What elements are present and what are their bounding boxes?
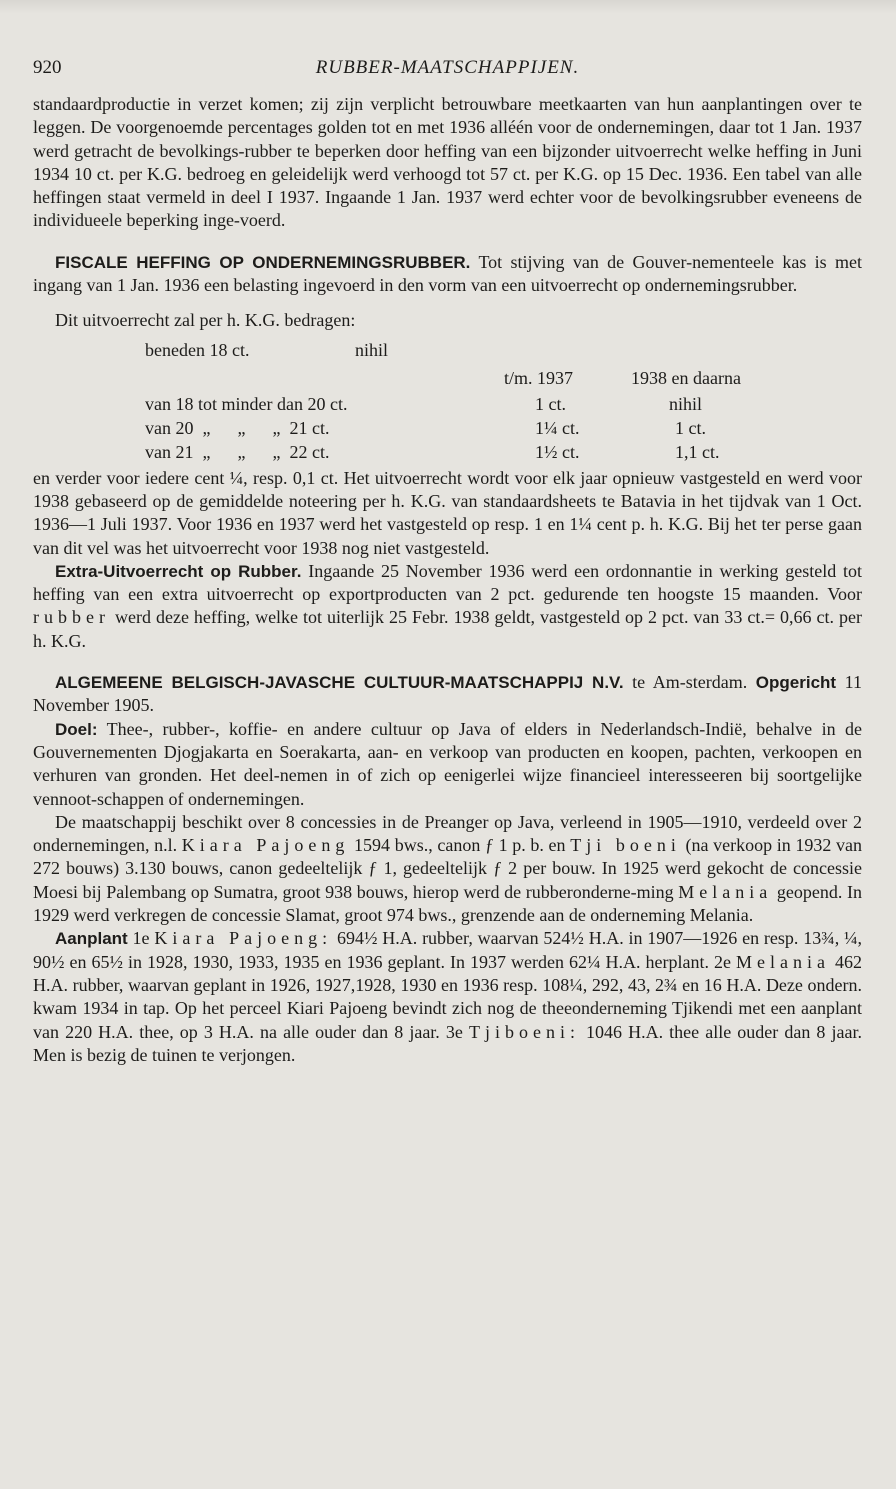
company-location: te Am-sterdam. (632, 672, 748, 693)
concessie-kiara-pajoeng: Kiara Pajoeng (181, 835, 350, 856)
concessies-text-1: De maatschappij beschikt over 8 concessies in de Preanger op Java, verleend in 1905—1910, verdeeld over 2 ondernemingen, n.l. (33, 811, 862, 856)
fiscale-text: Tot stijving van de Gouver-nementeele kas is met ingang van 1 Jan. 1936 een belasting ingevoerd in den vorm van een uitvoerrecht op ondernemingsrubber. (33, 251, 862, 296)
company-paragraph (33, 671, 862, 718)
company-name: ALGEMEENE BELGISCH-JAVASCHE CULTUUR-MAATSCHAPPIJ N.V. (55, 673, 624, 693)
table-row2-1938: 1 ct. (675, 417, 706, 438)
doel-label: Doel: (55, 719, 98, 739)
intro-paragraph: standaardproductie in verzet komen; zij zijn verplicht betrouwbare meetkaarten van hun aanplantingen over te leggen. De voorgenoemde percentages golden tot en met 1936 alléén voor de ondernemingen, daar tot 1 Jan. 1937 werd getracht de bevolkings-rubber te beperken door heffing van een bijzonder uitvoerrecht welke heffing in Juni 1934 10 ct. per K.G. bedroeg en geleidelijk werd verhoogd tot 57 ct. per K.G. op 15 Dec. 1936. Een tabel van alle heffingen staat vermeld in deel I 1937. Ingaande 1 Jan. 1937 werd echter voor de bevolkingsrubber eveneens de individueele beperking inge-voerd. (33, 94, 862, 231)
concessies-text-2: 1594 bws., canon ƒ 1 p. b. en (354, 835, 566, 856)
table-row0-range: beneden 18 ct. (145, 339, 250, 360)
table-row1-1937: 1 ct. (535, 393, 566, 414)
extra-paragraph (33, 560, 862, 653)
extra-heading: Extra-Uitvoerrecht op Rubber. (55, 561, 302, 581)
table-header-1938: 1938 en daarna (631, 367, 741, 388)
aanplant-text-2: 694½ H.A. rubber, waarvan 524½ H.A. in 1907—1926 en resp. 13¾, ¼, 90½ en 65½ in 1928, 1930, 1933, 1935 en 1936 geplant. In 1937 werden 62¼ H.A. herplant. 2e (33, 928, 863, 972)
running-title: RUBBER-MAATSCHAPPIJEN. (315, 57, 580, 78)
concessies-text-4: geopend. In 1929 werd verkregen de concessie Slamat, groot 974 bws., grenzende aan de onderneming Melania. (33, 881, 862, 926)
table-row2-range: van 20 „ „ „ 21 ct. (145, 417, 330, 438)
concessie-melania: Melania (678, 881, 773, 902)
aanplant-tjiboeni: Tjiboeni: (468, 1021, 580, 1042)
table-row3-range: van 21 „ „ „ 22 ct. (145, 441, 330, 462)
table-row2-1937: 1¼ ct. (535, 417, 580, 438)
table-row1-range: van 18 tot minder dan 20 ct. (145, 393, 348, 414)
extra-text-2: werd deze heffing, welke tot uiterlijk 25 Febr. 1938 geldt, vastgesteld op 2 pct. van 33 ct.= 0,66 ct. per h. K.G. (33, 607, 863, 651)
after-table-paragraph: en verder voor iedere cent ¼, resp. 0,1 ct. Het uitvoerrecht wordt voor elk jaar opnieuw vastgesteld en werd voor 1938 gebaseerd op de gemiddelde noteering per h. K.G. van standaardsheets te Batavia in het tijdvak van 1 Oct. 1936—1 Juli 1937. Voor 1936 en 1937 werd het vastgesteld op resp. 1 en 1¼ cent p. h. K.G. Bij het ter perse gaan van dit vel was het uitvoerrecht voor 1938 nog niet vastgesteld. (33, 467, 862, 558)
extra-spaced-word: rubber (33, 607, 110, 628)
aanplant-kiara-pajoeng: Kiara Pajoeng: (154, 928, 333, 949)
aanplant-melania: Melania (736, 951, 830, 972)
founded-label: Opgericht (755, 673, 837, 693)
aanplant-text-4: 1046 H.A. thee alle ouder dan 8 jaar. Men is bezig de tuinen te verjongen. (33, 1021, 862, 1065)
table-row0-value: nihil (355, 339, 389, 360)
table-row3-1937: 1½ ct. (535, 441, 580, 462)
aanplant-text-1: 1e (132, 928, 150, 949)
fiscale-paragraph (33, 251, 862, 298)
page-number: 920 (33, 57, 62, 78)
table-row3-1938: 1,1 ct. (675, 441, 720, 462)
table-intro: Dit uitvoerrecht zal per h. K.G. bedragen: (55, 310, 356, 331)
founded-text: 11 November 1905. (33, 672, 862, 716)
table-row1-1938: nihil (669, 393, 703, 414)
table-header-1937: t/m. 1937 (504, 367, 574, 388)
fiscale-heading: FISCALE HEFFING OP ONDERNEMINGSRUBBER. (55, 252, 471, 272)
aanplant-text-3: 462 H.A. rubber, waarvan geplant in 1926, 1927,1928, 1930 en 1936 resp. 108¼, 292, 43, 2¾ en 16 H.A. Deze ondern. kwam 1934 in tap. Op het perceel Kiari Pajoeng bevindt zich nog de theeonderneming Tjikendi met een aanplant van 220 H.A. thee, op 3 H.A. na alle ouder dan 8 jaar. 3e (33, 951, 863, 1042)
extra-text-1: Ingaande 25 November 1936 werd een ordonnantie in werking gesteld tot heffing van een extra uitvoerrecht op exportproducten van 2 pct. gedurende ten hoogste 15 maanden. Voor (33, 560, 863, 605)
doel-text: Thee-, rubber-, koffie- en andere cultuur op Java of elders in Nederlandsch-Indië, behalve in de Gouvernementen Djogjakarta en Soerakarta, aan- en verkoop van producten en koopen, pachten, verkoopen en verhuren van gronden. Het deel-nemen in of zich op eenigerlei wijze financieel interesseeren bij soortgelijke vennoot-schappen of ondernemingen. (33, 718, 863, 809)
concessies-paragraph (33, 811, 862, 927)
aanplant-label: Aanplant (55, 929, 128, 949)
concessies-text-3: (na verkoop in 1932 van 272 bouws) 3.130 bouws, canon gedeeltelijk ƒ 1, gedeeltelijk ƒ 2 per bouw. In 1925 werd gekocht de concessie Moesi bij Palembang op Sumatra, groot 938 bouws, hierop werd de rubberonderne-ming (33, 835, 863, 902)
aanplant-paragraph (33, 927, 862, 1067)
page-body (33, 93, 862, 1067)
concessie-tji-boeni: Tji boeni (570, 835, 681, 856)
export-duty-table (33, 335, 862, 462)
page-header (33, 57, 862, 83)
doel-paragraph (33, 718, 862, 811)
